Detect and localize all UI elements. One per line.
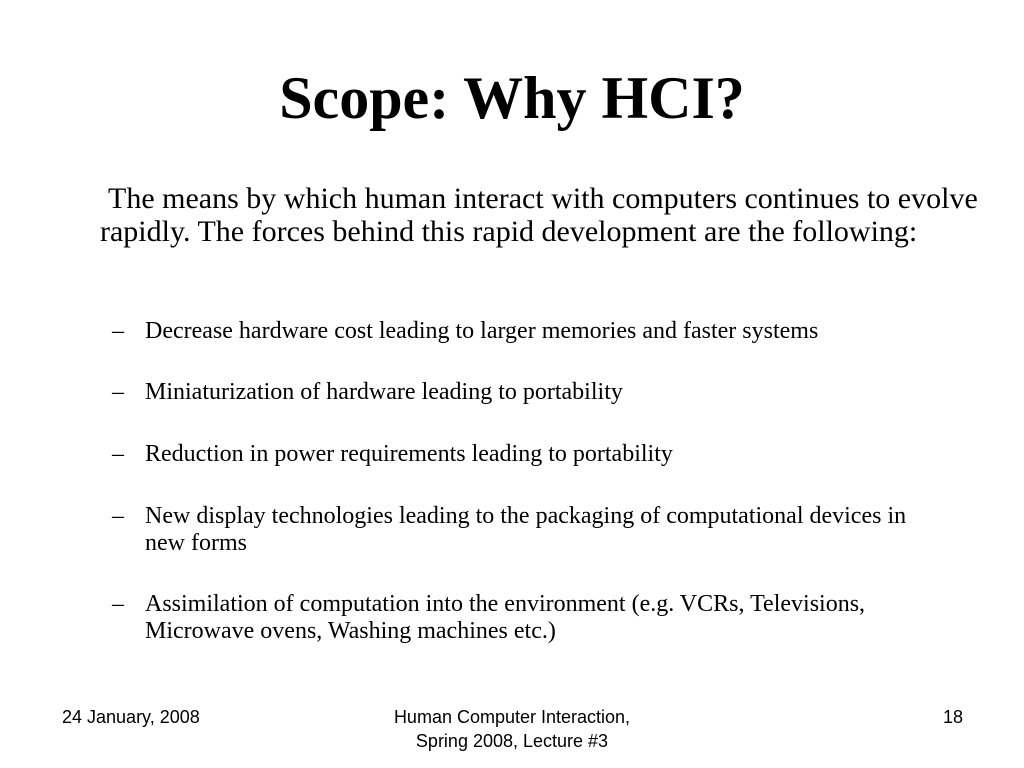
intro-paragraph: The means by which human interact with computers continues to evolve rapidly. The forces behind this rapid development are the following: bbox=[100, 182, 978, 248]
dash-marker: – bbox=[112, 503, 124, 529]
bullet-text: Reduction in power requirements leading to portability bbox=[145, 441, 673, 467]
footer-date: 24 January, 2008 bbox=[62, 707, 200, 727]
slide-title: Scope: Why HCI? bbox=[279, 65, 745, 131]
bullet-text: Miniaturization of hardware leading to portability bbox=[145, 379, 623, 405]
dash-marker: – bbox=[112, 379, 124, 405]
dash-marker: – bbox=[112, 318, 124, 344]
list-item bbox=[112, 503, 952, 557]
list-item bbox=[112, 318, 952, 345]
page-number: 18 bbox=[942, 707, 963, 727]
bullet-text: Assimilation of computation into the environment (e.g. VCRs, Televisions, Microwave ovens, Washing machines etc.) bbox=[145, 591, 866, 644]
footer-course-line1: Human Computer Interaction, bbox=[393, 707, 631, 727]
footer-course bbox=[312, 705, 712, 753]
footer-course-line2: Spring 2008, Lecture #3 bbox=[415, 731, 609, 751]
dash-marker: – bbox=[112, 591, 124, 617]
list-item bbox=[112, 441, 952, 468]
bullet-text: Decrease hardware cost leading to larger memories and faster systems bbox=[145, 318, 819, 344]
bullet-text: New display technologies leading to the packaging of computational devices in new forms bbox=[145, 503, 907, 556]
list-item bbox=[112, 379, 952, 406]
list-item bbox=[112, 591, 952, 645]
dash-marker: – bbox=[112, 441, 124, 467]
